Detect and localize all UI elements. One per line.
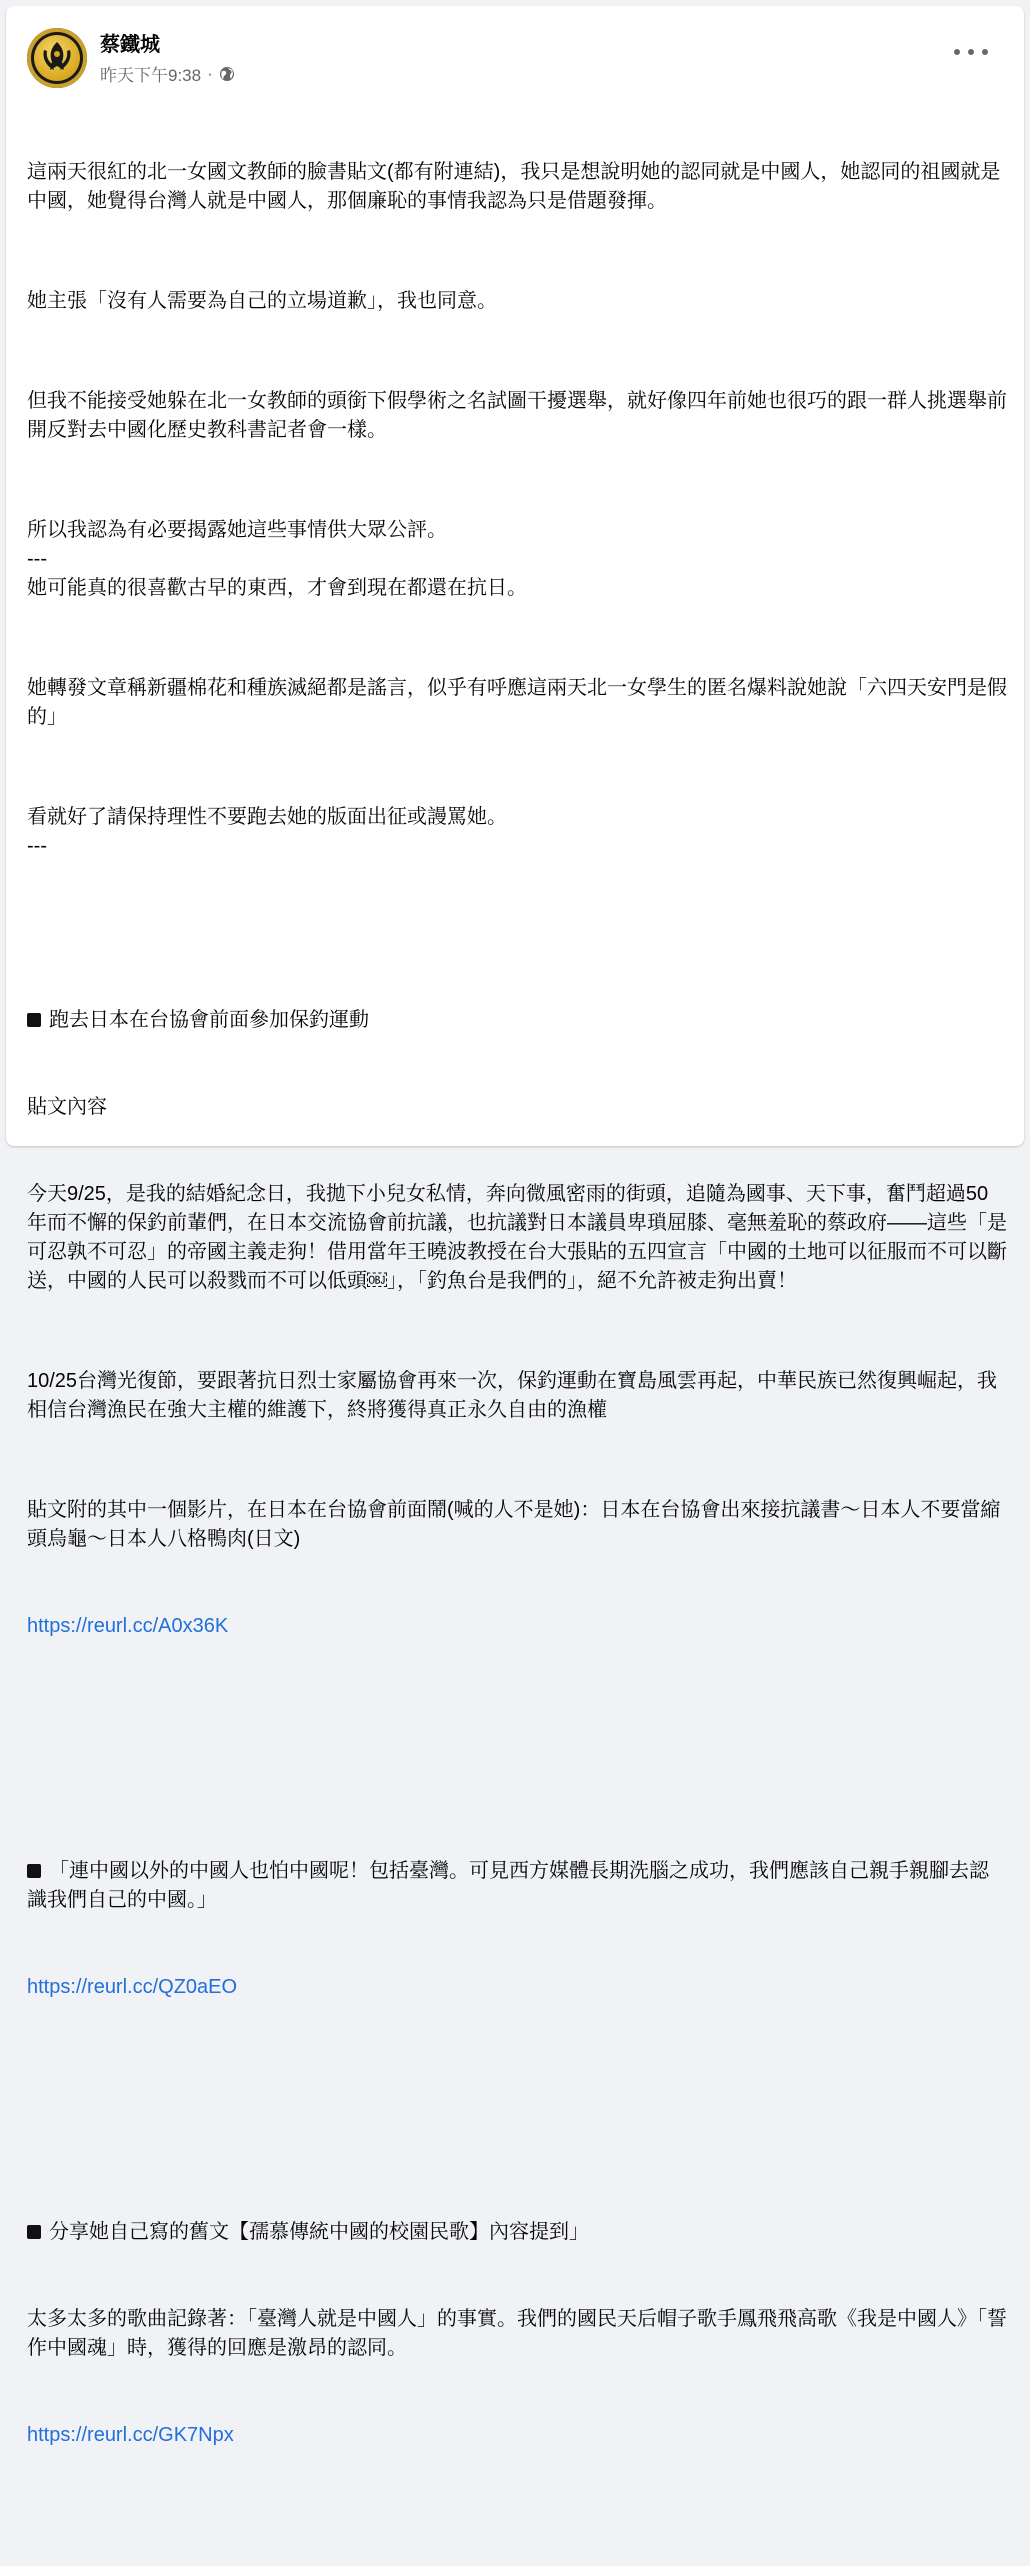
paragraph: 所以我認為有必要揭露她這些事情供大眾公評。 --- 她可能真的很喜歡古早的東西，才會到現在都還在抗日。 (27, 519, 527, 599)
external-link[interactable]: https://reurl.cc/QZ0aEO (27, 1976, 238, 1998)
globe-icon[interactable] (219, 66, 235, 82)
square-bullet-icon (27, 1864, 41, 1878)
paragraph: 貼文附的其中一個影片，在日本在台協會前面鬧(喊的人不是她)：日本在台協會出來接抗議書～日本人不要當縮頭烏龜～日本人八格鴨肉(日文) (27, 1499, 1001, 1550)
paragraph: 今天9/25，是我的結婚紀念日，我拋下小兒女私情，奔向微風密雨的街頭，追隨為國事、天下事，奮鬥超過50年而不懈的保釣前輩們，在日本交流協會前抗議，也抗議對日本議員卑瑣屈膝、毫無羞恥的蔡政府——這些「是可忍孰不可忍」的帝國主義走狗！借用當年王曉波教授在台大張貼的五四宣言「中國的土地可以征服而不可以斷送，中國的人民可以殺戮而不可以低頭￼」，「釣魚台是我們的」，絕不允許被走狗出賣！ (27, 1183, 1007, 1292)
more-options-button[interactable] (954, 42, 988, 62)
meta-separator: · (207, 63, 213, 83)
post-body (27, 100, 1007, 2566)
external-link[interactable]: https://reurl.cc/A0x36K (27, 1615, 229, 1637)
section-quote (27, 1799, 1007, 2060)
square-bullet-icon (27, 2225, 41, 2239)
author-name[interactable]: 蔡鐵城 (100, 34, 160, 56)
post-meta (100, 61, 235, 86)
paragraph: 她主張「沒有人需要為自己的立場道歉」，我也同意。 (27, 290, 497, 312)
paragraph: 她轉發文章稱新疆棉花和種族滅絕都是謠言，似乎有呼應這兩天北一女學生的匿名爆料說她說「六四天安門是假的」 (27, 677, 1007, 728)
section-heading: 跑去日本在台協會前面參加保釣運動 (49, 1009, 369, 1031)
emblem-icon (40, 40, 74, 76)
avatar[interactable] (27, 28, 87, 88)
paragraph: 太多太多的歌曲記錄著：「臺灣人就是中國人」的事實。我們的國民天后帽子歌手鳳飛飛高歌《我是中國人》「誓作中國魂」時，獲得的回應是激昂的認同。 (27, 2308, 1007, 2359)
paragraph: 10/25台灣光復節，要跟著抗日烈士家屬協會再來一次，保釣運動在寶島風雲再起，中華民族已然復興崛起，我相信台灣漁民在強大主權的維護下，終將獲得真正永久自由的漁權 (27, 1370, 998, 1421)
timestamp[interactable]: 昨天下午9:38 (100, 66, 202, 85)
section-essay (27, 2160, 1007, 2508)
ellipsis-icon (954, 49, 960, 55)
section-heading: 分享她自己寫的舊文【孺慕傳統中國的校園民歌】內容提到」 (49, 2221, 589, 2243)
paragraph: 這兩天很紅的北一女國文教師的臉書貼文(都有附連結)，我只是想說明她的認同就是中國人，她認同的祖國就是中國，她覺得台灣人就是中國人，那個廉恥的事情我認為只是借題發揮。 (27, 161, 1001, 212)
paragraph: 但我不能接受她躲在北一女教師的頭銜下假學術之名試圖干擾選舉，就好像四年前她也很巧的跟一群人挑選舉前開反對去中國化歷史教科書記者會一樣。 (27, 390, 1007, 441)
paragraph: 看就好了請保持理性不要跑去她的版面出征或謾罵她。 --- (27, 806, 507, 857)
external-link[interactable]: https://reurl.cc/GK7Npx (27, 2424, 234, 2446)
section-subheading: 貼文內容 (27, 1096, 107, 1118)
section-heading: 「連中國以外的中國人也怕中國呢！包括臺灣。可見西方媒體長期洗腦之成功，我們應該自己親手親腳去認識我們自己的中國。」 (27, 1860, 989, 1911)
post-card (6, 6, 1024, 2446)
square-bullet-icon (27, 1013, 41, 1027)
post-header (6, 6, 1024, 96)
section-boycott (27, 948, 1007, 1699)
